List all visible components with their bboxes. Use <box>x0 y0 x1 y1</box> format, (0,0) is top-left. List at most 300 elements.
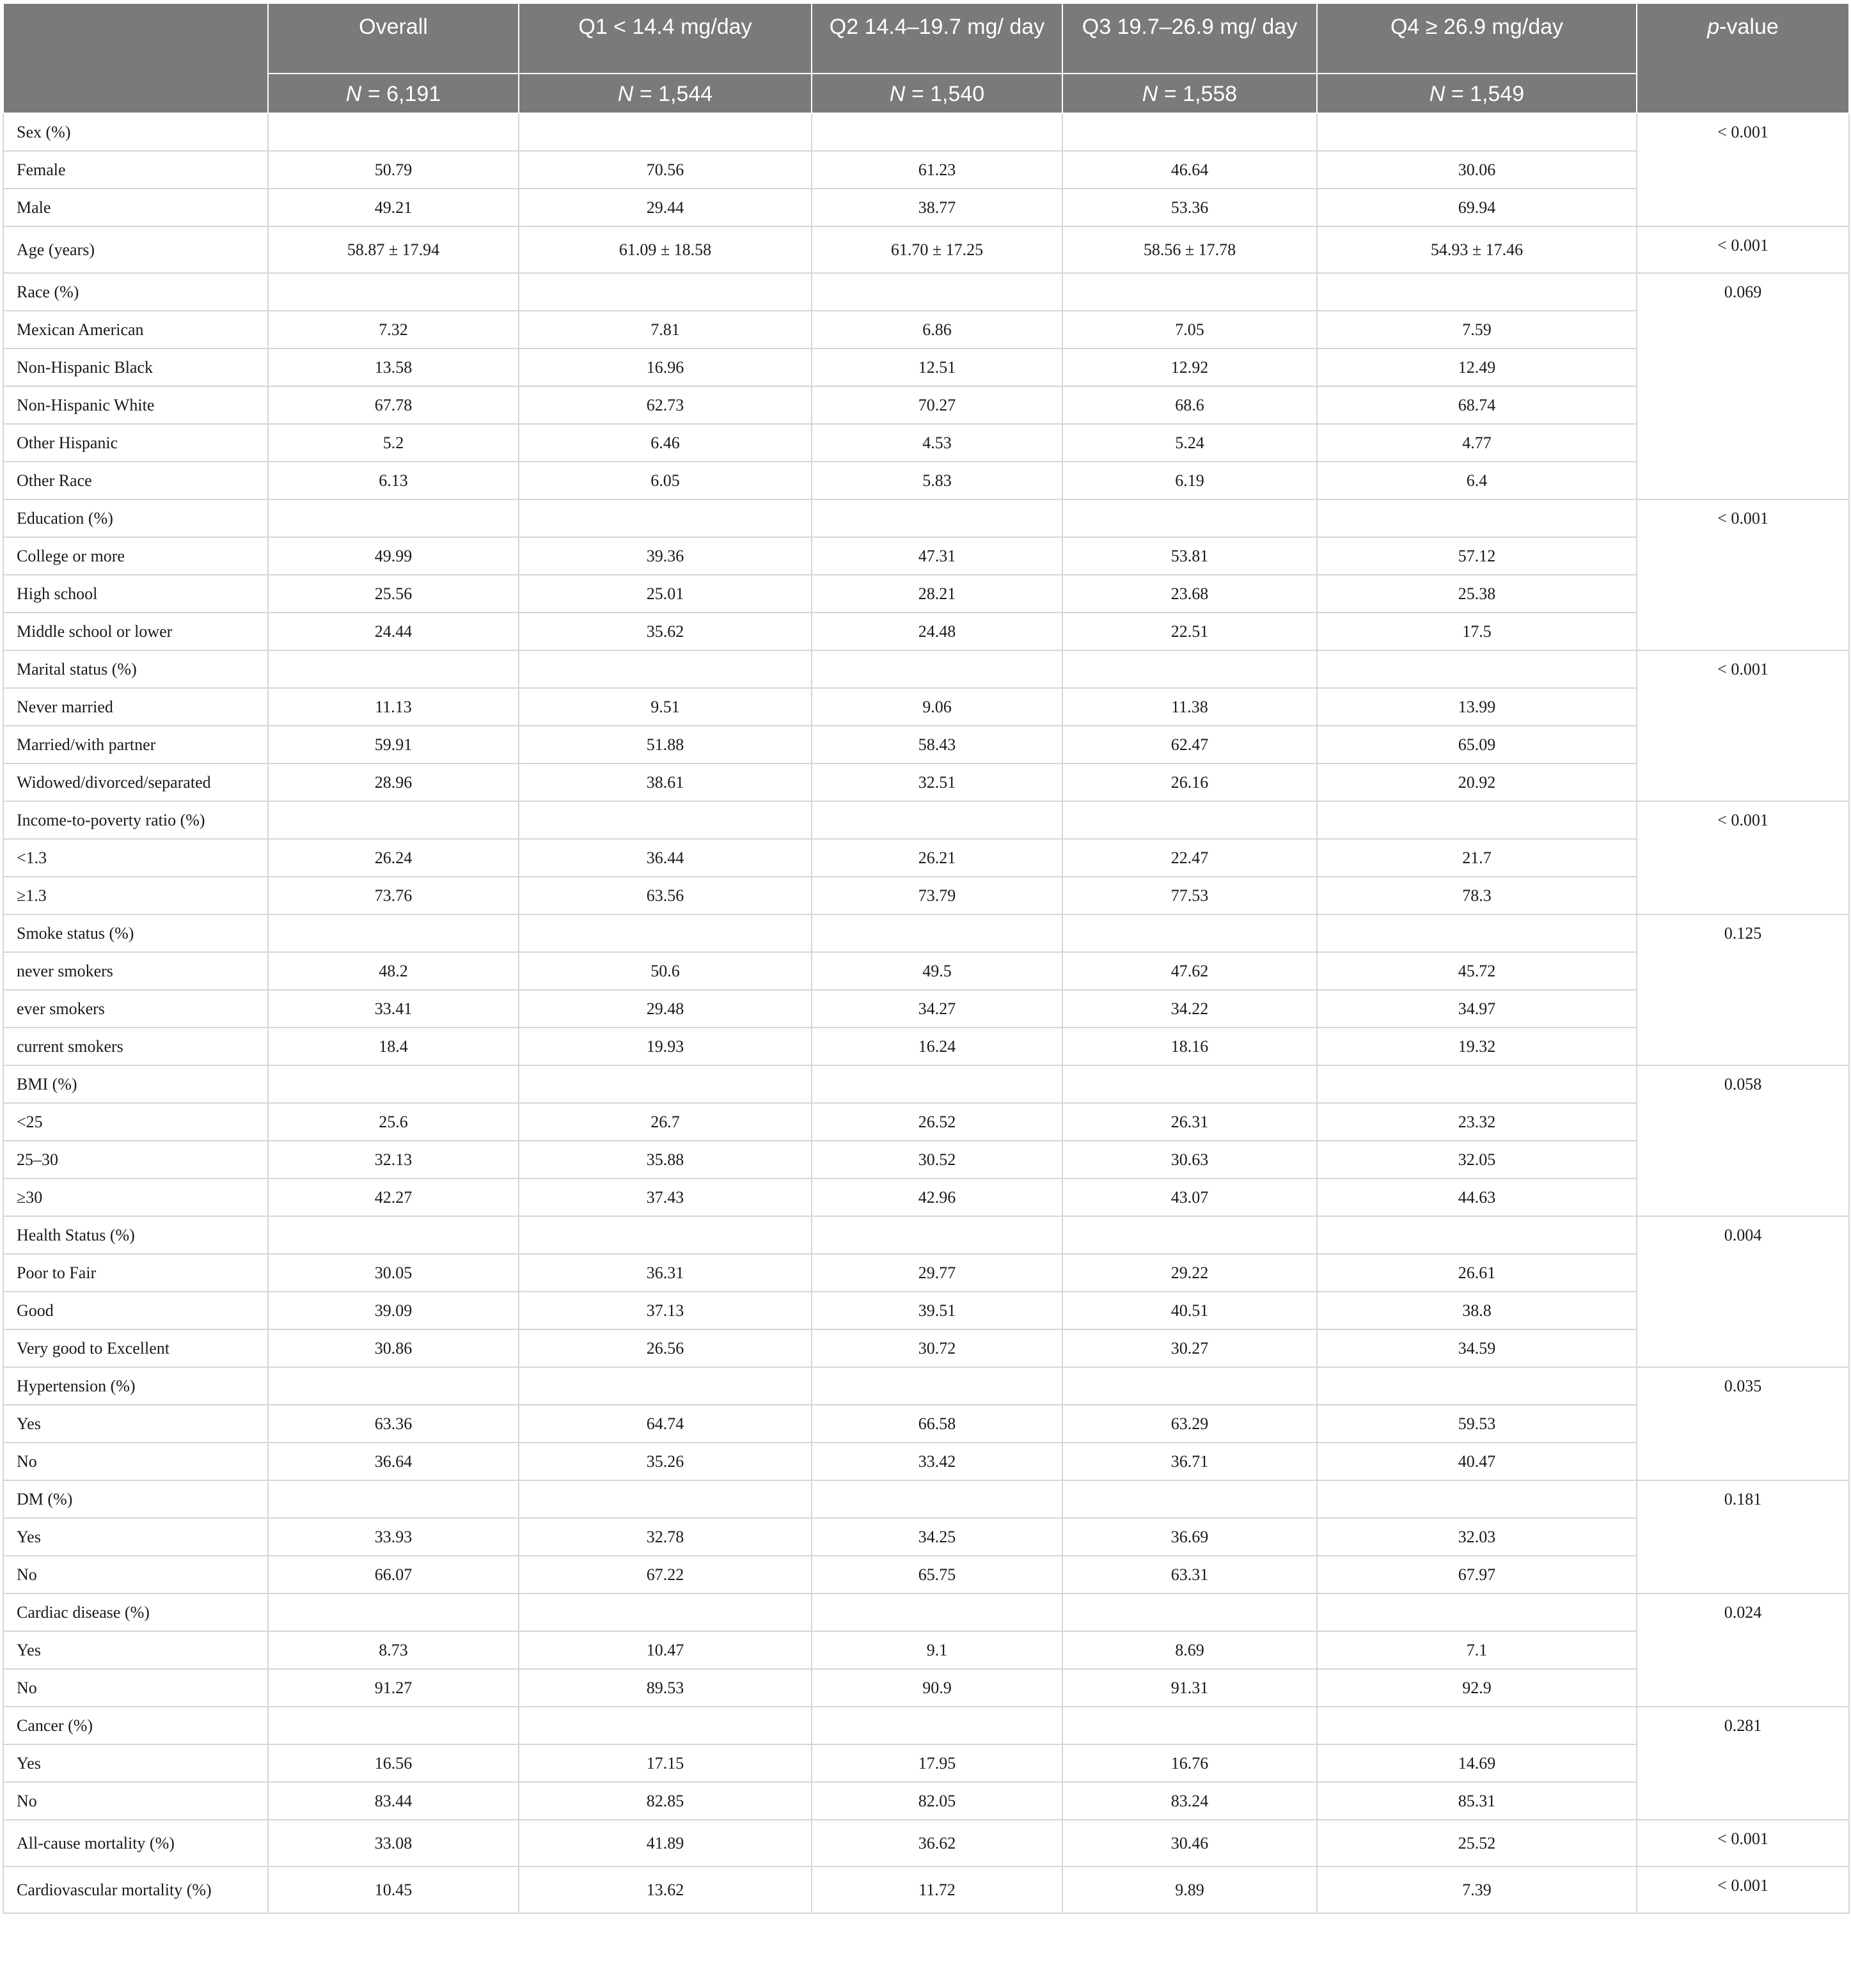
row-label: Other Race <box>3 462 268 499</box>
section-row <box>3 499 1849 537</box>
empty-cell <box>812 1593 1062 1631</box>
table-cell: 6.46 <box>519 424 812 462</box>
p-value-cell: 0.069 <box>1637 273 1849 499</box>
table-cell: 90.9 <box>812 1669 1062 1707</box>
table-cell: 46.64 <box>1062 151 1317 189</box>
header-p-value <box>1637 3 1849 113</box>
table-cell: 17.95 <box>812 1744 1062 1782</box>
table-row <box>3 1329 1849 1367</box>
empty-cell <box>1062 1367 1317 1405</box>
empty-cell <box>1062 273 1317 311</box>
row-label: current smokers <box>3 1028 268 1065</box>
table-cell: 77.53 <box>1062 877 1317 914</box>
section-label: Age (years) <box>3 226 268 273</box>
table-cell: 8.69 <box>1062 1631 1317 1669</box>
section-label: Education (%) <box>3 499 268 537</box>
empty-cell <box>812 1707 1062 1744</box>
table-row <box>3 386 1849 424</box>
empty-cell <box>1062 1480 1317 1518</box>
table-cell: 82.85 <box>519 1782 812 1820</box>
table-cell: 29.48 <box>519 990 812 1028</box>
row-label: Middle school or lower <box>3 613 268 650</box>
table-cell: 13.99 <box>1317 688 1637 726</box>
table-row <box>3 1178 1849 1216</box>
p-value-cell: 0.004 <box>1637 1216 1849 1367</box>
table-cell: 63.56 <box>519 877 812 914</box>
table-cell: 6.05 <box>519 462 812 499</box>
table-cell: 9.51 <box>519 688 812 726</box>
empty-cell <box>1062 914 1317 952</box>
row-label: never smokers <box>3 952 268 990</box>
table-cell: 19.32 <box>1317 1028 1637 1065</box>
table-cell: 38.77 <box>812 189 1062 226</box>
table-cell: 23.68 <box>1062 575 1317 613</box>
table-cell: 22.51 <box>1062 613 1317 650</box>
table-cell: 38.8 <box>1317 1292 1637 1329</box>
table-cell: 7.32 <box>268 311 519 348</box>
table-cell: 37.43 <box>519 1178 812 1216</box>
table-cell: 37.13 <box>519 1292 812 1329</box>
n-q4 <box>1317 74 1637 113</box>
section-label: Sex (%) <box>3 113 268 151</box>
table-cell: 30.27 <box>1062 1329 1317 1367</box>
empty-cell <box>1317 113 1637 151</box>
empty-cell <box>812 914 1062 952</box>
table-cell: 13.58 <box>268 348 519 386</box>
header-q4: Q4 ≥ 26.9 mg/day <box>1317 3 1637 74</box>
table-row <box>3 1028 1849 1065</box>
empty-cell <box>1062 1593 1317 1631</box>
table-cell: 43.07 <box>1062 1178 1317 1216</box>
row-label: ever smokers <box>3 990 268 1028</box>
table-cell: 32.78 <box>519 1518 812 1556</box>
p-value-suffix: -value <box>1719 15 1779 39</box>
table-cell: 40.51 <box>1062 1292 1317 1329</box>
table-cell: 45.72 <box>1317 952 1637 990</box>
empty-cell <box>268 499 519 537</box>
empty-cell <box>519 914 812 952</box>
row-label: College or more <box>3 537 268 575</box>
empty-cell <box>519 1480 812 1518</box>
section-row <box>3 1065 1849 1103</box>
table-cell: 34.59 <box>1317 1329 1637 1367</box>
table-cell: 40.47 <box>1317 1443 1637 1480</box>
table-cell: 61.09 ± 18.58 <box>519 226 812 273</box>
table-cell: 24.48 <box>812 613 1062 650</box>
row-label: Non-Hispanic White <box>3 386 268 424</box>
row-label: No <box>3 1669 268 1707</box>
empty-cell <box>268 113 519 151</box>
row-label: <25 <box>3 1103 268 1141</box>
table-cell: 61.70 ± 17.25 <box>812 226 1062 273</box>
n-value: = 1,558 <box>1163 82 1238 106</box>
table-row <box>3 537 1849 575</box>
table-cell: 26.56 <box>519 1329 812 1367</box>
table-cell: 67.22 <box>519 1556 812 1593</box>
table-cell: 47.31 <box>812 537 1062 575</box>
row-label: Male <box>3 189 268 226</box>
table-row <box>3 1556 1849 1593</box>
empty-cell <box>268 1707 519 1744</box>
table-cell: 18.16 <box>1062 1028 1317 1065</box>
table-cell: 9.89 <box>1062 1867 1317 1913</box>
table-cell: 50.79 <box>268 151 519 189</box>
empty-cell <box>812 1065 1062 1103</box>
table-cell: 61.23 <box>812 151 1062 189</box>
table-row <box>3 763 1849 801</box>
header-overall: Overall <box>268 3 519 74</box>
empty-cell <box>519 1367 812 1405</box>
table-cell: 36.31 <box>519 1254 812 1292</box>
table-cell: 70.56 <box>519 151 812 189</box>
table-cell: 64.74 <box>519 1405 812 1443</box>
p-value-cell: < 0.001 <box>1637 113 1849 226</box>
table-cell: 47.62 <box>1062 952 1317 990</box>
table-cell: 63.36 <box>268 1405 519 1443</box>
table-cell: 28.96 <box>268 763 519 801</box>
row-label: Very good to Excellent <box>3 1329 268 1367</box>
section-label: BMI (%) <box>3 1065 268 1103</box>
section-label: Income-to-poverty ratio (%) <box>3 801 268 839</box>
empty-cell <box>1062 113 1317 151</box>
table-cell: 7.1 <box>1317 1631 1637 1669</box>
table-cell: 25.56 <box>268 575 519 613</box>
table-cell: 34.27 <box>812 990 1062 1028</box>
section-row <box>3 1867 1849 1913</box>
p-value-cell: 0.058 <box>1637 1065 1849 1216</box>
table-cell: 59.91 <box>268 726 519 763</box>
n-label: N <box>1429 82 1445 106</box>
header-q3: Q3 19.7–26.9 mg/ day <box>1062 3 1317 74</box>
table-cell: 73.79 <box>812 877 1062 914</box>
table-cell: 91.31 <box>1062 1669 1317 1707</box>
table-row <box>3 952 1849 990</box>
section-row <box>3 226 1849 273</box>
table-cell: 10.45 <box>268 1867 519 1913</box>
table-cell: 32.03 <box>1317 1518 1637 1556</box>
table-cell: 30.63 <box>1062 1141 1317 1178</box>
n-value: = 6,191 <box>367 82 441 106</box>
p-value-cell: < 0.001 <box>1637 1820 1849 1867</box>
table-cell: 48.2 <box>268 952 519 990</box>
table-cell: 58.56 ± 17.78 <box>1062 226 1317 273</box>
section-row <box>3 1707 1849 1744</box>
empty-cell <box>1317 1367 1637 1405</box>
table-cell: 22.47 <box>1062 839 1317 877</box>
empty-cell <box>1317 1216 1637 1254</box>
table-row <box>3 462 1849 499</box>
table-cell: 39.09 <box>268 1292 519 1329</box>
table-row <box>3 726 1849 763</box>
table-cell: 26.24 <box>268 839 519 877</box>
n-overall <box>268 74 519 113</box>
table-cell: 36.71 <box>1062 1443 1317 1480</box>
table-cell: 30.72 <box>812 1329 1062 1367</box>
table-cell: 85.31 <box>1317 1782 1637 1820</box>
table-cell: 26.7 <box>519 1103 812 1141</box>
table-cell: 14.69 <box>1317 1744 1637 1782</box>
table-cell: 9.1 <box>812 1631 1062 1669</box>
table-cell: 70.27 <box>812 386 1062 424</box>
empty-cell <box>1062 499 1317 537</box>
section-row <box>3 914 1849 952</box>
table-row <box>3 1518 1849 1556</box>
section-label: Cardiovascular mortality (%) <box>3 1867 268 1913</box>
table-cell: 50.6 <box>519 952 812 990</box>
table-cell: 7.81 <box>519 311 812 348</box>
row-label: Other Hispanic <box>3 424 268 462</box>
n-value: = 1,544 <box>639 82 713 106</box>
table-cell: 29.22 <box>1062 1254 1317 1292</box>
table-cell: 49.21 <box>268 189 519 226</box>
table-cell: 24.44 <box>268 613 519 650</box>
table-cell: 26.16 <box>1062 763 1317 801</box>
section-label: Smoke status (%) <box>3 914 268 952</box>
table-cell: 36.44 <box>519 839 812 877</box>
n-label: N <box>1142 82 1158 106</box>
table-cell: 44.63 <box>1317 1178 1637 1216</box>
table-header <box>3 3 1849 113</box>
table-cell: 32.51 <box>812 763 1062 801</box>
section-row <box>3 113 1849 151</box>
section-row <box>3 1216 1849 1254</box>
row-label: Yes <box>3 1518 268 1556</box>
table-cell: 82.05 <box>812 1782 1062 1820</box>
baseline-characteristics-table <box>3 3 1850 1914</box>
empty-cell <box>1062 801 1317 839</box>
table-cell: 54.93 ± 17.46 <box>1317 226 1637 273</box>
table-cell: 91.27 <box>268 1669 519 1707</box>
row-label: High school <box>3 575 268 613</box>
table-cell: 8.73 <box>268 1631 519 1669</box>
empty-cell <box>812 1480 1062 1518</box>
table-row <box>3 1103 1849 1141</box>
table-cell: 34.25 <box>812 1518 1062 1556</box>
table-row <box>3 348 1849 386</box>
table-cell: 30.52 <box>812 1141 1062 1178</box>
p-value-cell: < 0.001 <box>1637 650 1849 801</box>
table-cell: 39.36 <box>519 537 812 575</box>
table-cell: 16.56 <box>268 1744 519 1782</box>
section-label: Health Status (%) <box>3 1216 268 1254</box>
table-cell: 28.21 <box>812 575 1062 613</box>
table-cell: 13.62 <box>519 1867 812 1913</box>
table-cell: 7.39 <box>1317 1867 1637 1913</box>
baseline-characteristics-table-container <box>3 3 1848 1914</box>
table-cell: 36.69 <box>1062 1518 1317 1556</box>
table-cell: 62.73 <box>519 386 812 424</box>
row-label: Female <box>3 151 268 189</box>
empty-cell <box>1062 1707 1317 1744</box>
empty-cell <box>812 650 1062 688</box>
empty-cell <box>1062 1065 1317 1103</box>
table-cell: 53.36 <box>1062 189 1317 226</box>
table-cell: 41.89 <box>519 1820 812 1867</box>
table-cell: 34.97 <box>1317 990 1637 1028</box>
table-cell: 21.7 <box>1317 839 1637 877</box>
table-cell: 83.44 <box>268 1782 519 1820</box>
table-cell: 17.5 <box>1317 613 1637 650</box>
empty-cell <box>1317 1707 1637 1744</box>
table-cell: 19.93 <box>519 1028 812 1065</box>
table-cell: 11.72 <box>812 1867 1062 1913</box>
table-cell: 16.96 <box>519 348 812 386</box>
table-cell: 25.38 <box>1317 575 1637 613</box>
n-value: = 1,540 <box>911 82 985 106</box>
table-cell: 36.64 <box>268 1443 519 1480</box>
empty-cell <box>812 273 1062 311</box>
table-cell: 92.9 <box>1317 1669 1637 1707</box>
row-label: Married/with partner <box>3 726 268 763</box>
row-label: No <box>3 1443 268 1480</box>
empty-cell <box>268 273 519 311</box>
table-row <box>3 575 1849 613</box>
table-cell: 73.76 <box>268 877 519 914</box>
table-row <box>3 688 1849 726</box>
table-cell: 7.05 <box>1062 311 1317 348</box>
p-value-cell: 0.024 <box>1637 1593 1849 1707</box>
p-value-cell: 0.181 <box>1637 1480 1849 1593</box>
table-cell: 59.53 <box>1317 1405 1637 1443</box>
empty-cell <box>268 914 519 952</box>
table-cell: 34.22 <box>1062 990 1317 1028</box>
section-label: Hypertension (%) <box>3 1367 268 1405</box>
empty-cell <box>1317 1593 1637 1631</box>
empty-cell <box>519 650 812 688</box>
table-cell: 5.24 <box>1062 424 1317 462</box>
table-cell: 30.46 <box>1062 1820 1317 1867</box>
table-cell: 68.74 <box>1317 386 1637 424</box>
n-label: N <box>617 82 634 106</box>
table-cell: 6.4 <box>1317 462 1637 499</box>
n-value: = 1,549 <box>1451 82 1525 106</box>
section-row <box>3 650 1849 688</box>
table-cell: 26.52 <box>812 1103 1062 1141</box>
table-cell: 6.13 <box>268 462 519 499</box>
empty-cell <box>812 113 1062 151</box>
row-label: No <box>3 1782 268 1820</box>
row-label: Good <box>3 1292 268 1329</box>
row-label: Yes <box>3 1631 268 1669</box>
empty-cell <box>812 801 1062 839</box>
row-label: 25–30 <box>3 1141 268 1178</box>
table-cell: 33.42 <box>812 1443 1062 1480</box>
table-row <box>3 1669 1849 1707</box>
table-cell: 30.06 <box>1317 151 1637 189</box>
table-cell: 57.12 <box>1317 537 1637 575</box>
header-q2: Q2 14.4–19.7 mg/ day <box>812 3 1062 74</box>
row-label: Widowed/divorced/separated <box>3 763 268 801</box>
table-cell: 68.6 <box>1062 386 1317 424</box>
empty-cell <box>519 499 812 537</box>
section-row <box>3 1480 1849 1518</box>
table-cell: 12.49 <box>1317 348 1637 386</box>
table-row <box>3 877 1849 914</box>
empty-cell <box>519 1593 812 1631</box>
p-value-cell: 0.281 <box>1637 1707 1849 1820</box>
table-cell: 32.13 <box>268 1141 519 1178</box>
table-row <box>3 1141 1849 1178</box>
empty-cell <box>1062 650 1317 688</box>
table-row <box>3 1782 1849 1820</box>
n-q1 <box>519 74 812 113</box>
table-cell: 5.2 <box>268 424 519 462</box>
section-label: Cancer (%) <box>3 1707 268 1744</box>
empty-cell <box>1317 273 1637 311</box>
table-row <box>3 1292 1849 1329</box>
empty-cell <box>1317 801 1637 839</box>
table-cell: 26.61 <box>1317 1254 1637 1292</box>
table-row <box>3 990 1849 1028</box>
row-label: Yes <box>3 1744 268 1782</box>
table-row <box>3 189 1849 226</box>
empty-cell <box>812 1216 1062 1254</box>
empty-cell <box>1317 499 1637 537</box>
empty-cell <box>519 113 812 151</box>
table-cell: 78.3 <box>1317 877 1637 914</box>
table-cell: 10.47 <box>519 1631 812 1669</box>
table-cell: 25.6 <box>268 1103 519 1141</box>
table-cell: 66.07 <box>268 1556 519 1593</box>
row-label: ≥30 <box>3 1178 268 1216</box>
empty-cell <box>268 1480 519 1518</box>
row-label: <1.3 <box>3 839 268 877</box>
table-cell: 63.29 <box>1062 1405 1317 1443</box>
p-value-cell: < 0.001 <box>1637 226 1849 273</box>
empty-cell <box>268 650 519 688</box>
empty-cell <box>1062 1216 1317 1254</box>
p-value-cell: 0.125 <box>1637 914 1849 1065</box>
table-cell: 4.77 <box>1317 424 1637 462</box>
n-label: N <box>345 82 362 106</box>
header-q1: Q1 < 14.4 mg/day <box>519 3 812 74</box>
table-cell: 7.59 <box>1317 311 1637 348</box>
table-cell: 67.97 <box>1317 1556 1637 1593</box>
table-cell: 6.19 <box>1062 462 1317 499</box>
table-cell: 33.08 <box>268 1820 519 1867</box>
row-label: ≥1.3 <box>3 877 268 914</box>
table-row <box>3 1254 1849 1292</box>
empty-cell <box>519 1707 812 1744</box>
table-cell: 66.58 <box>812 1405 1062 1443</box>
p-value-cell: 0.035 <box>1637 1367 1849 1480</box>
table-cell: 20.92 <box>1317 763 1637 801</box>
table-row <box>3 424 1849 462</box>
table-cell: 42.96 <box>812 1178 1062 1216</box>
table-cell: 36.62 <box>812 1820 1062 1867</box>
table-cell: 67.78 <box>268 386 519 424</box>
table-cell: 32.05 <box>1317 1141 1637 1178</box>
table-cell: 12.92 <box>1062 348 1317 386</box>
empty-cell <box>1317 650 1637 688</box>
table-cell: 18.4 <box>268 1028 519 1065</box>
table-cell: 42.27 <box>268 1178 519 1216</box>
empty-cell <box>812 499 1062 537</box>
table-row <box>3 151 1849 189</box>
table-row <box>3 1405 1849 1443</box>
table-cell: 89.53 <box>519 1669 812 1707</box>
table-cell: 49.99 <box>268 537 519 575</box>
table-cell: 6.86 <box>812 311 1062 348</box>
row-label: Poor to Fair <box>3 1254 268 1292</box>
section-row <box>3 1367 1849 1405</box>
table-cell: 69.94 <box>1317 189 1637 226</box>
table-cell: 33.93 <box>268 1518 519 1556</box>
table-cell: 38.61 <box>519 763 812 801</box>
table-cell: 33.41 <box>268 990 519 1028</box>
row-label: Non-Hispanic Black <box>3 348 268 386</box>
table-cell: 83.24 <box>1062 1782 1317 1820</box>
